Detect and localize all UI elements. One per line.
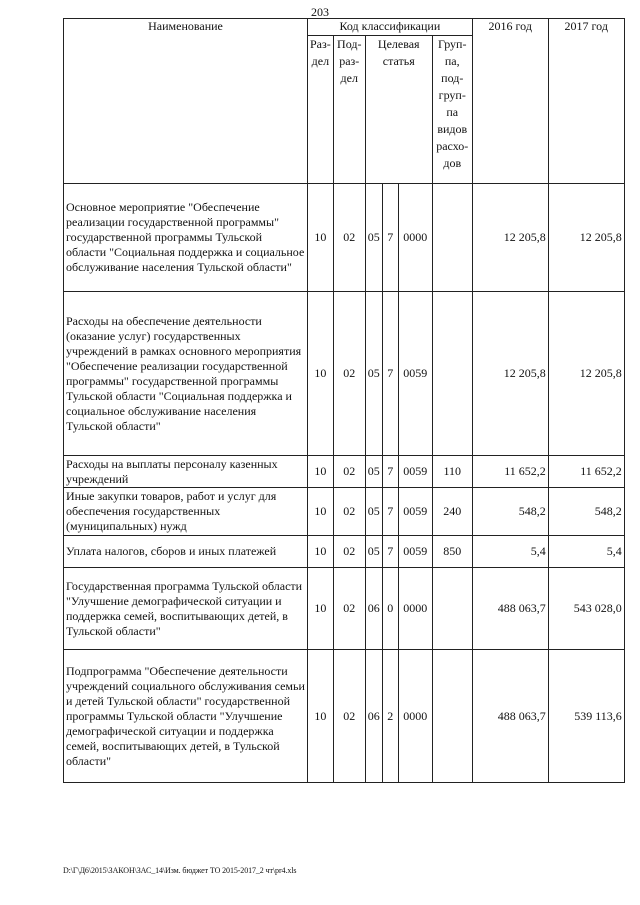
- header-classification: Код классификации: [308, 19, 473, 36]
- row-target-part2: 7: [382, 536, 398, 568]
- row-group: [432, 184, 472, 292]
- row-group: 240: [432, 488, 472, 536]
- row-target-part1: 06: [365, 650, 382, 783]
- row-razdel: 10: [308, 650, 334, 783]
- row-value-2016: 488 063,7: [472, 568, 548, 650]
- header-year-2017: 2017 год: [548, 19, 624, 184]
- header-expense-group: Груп-па, под-груп-па видов расхо-дов: [432, 36, 472, 184]
- row-target-part2: 7: [382, 488, 398, 536]
- row-target-part2: 7: [382, 456, 398, 488]
- row-value-2017: 12 205,8: [548, 184, 624, 292]
- row-name: Государственная программа Тульской области "Улучшение демографической ситуации и поддержка семей, воспитывающих детей, в Тульской области": [64, 568, 308, 650]
- row-value-2017: 543 028,0: [548, 568, 624, 650]
- row-group: 110: [432, 456, 472, 488]
- header-name: Наименование: [64, 19, 308, 184]
- row-value-2017: 12 205,8: [548, 292, 624, 456]
- table-row: [64, 292, 625, 456]
- row-target-part2: 7: [382, 184, 398, 292]
- row-value-2016: 488 063,7: [472, 650, 548, 783]
- row-podrazdel: 02: [333, 568, 365, 650]
- table-row: [64, 536, 625, 568]
- row-podrazdel: 02: [333, 184, 365, 292]
- file-path-footer: D:\Г\Д6\2015\ЗАКОН\ЗАС_14\Изм. бюджет ТО 2015-2017_2 чт\pr4.xls: [63, 866, 297, 875]
- row-razdel: 10: [308, 292, 334, 456]
- row-target-part1: 05: [365, 488, 382, 536]
- header-target-article: Целевая статья: [365, 36, 432, 184]
- row-value-2017: 11 652,2: [548, 456, 624, 488]
- row-razdel: 10: [308, 536, 334, 568]
- row-name: Подпрограмма "Обеспечение деятельности учреждений социального обслуживания семьи и детей Тульской области" государственной программы Тульской области "Улучшение демографической ситуации и поддержка семей, воспитывающих детей, в Тульской области": [64, 650, 308, 783]
- row-group: 850: [432, 536, 472, 568]
- header-year-2016: 2016 год: [472, 19, 548, 184]
- row-target-part2: 0: [382, 568, 398, 650]
- row-razdel: 10: [308, 184, 334, 292]
- row-podrazdel: 02: [333, 456, 365, 488]
- row-value-2017: 5,4: [548, 536, 624, 568]
- table-row: [64, 488, 625, 536]
- row-target-part3: 0000: [398, 184, 432, 292]
- row-group: [432, 568, 472, 650]
- row-name: Основное мероприятие "Обеспечение реализации государственной программы" государственной программы Тульской области "Социальная поддержка и социальное обслуживание населения Тульской области": [64, 184, 308, 292]
- row-razdel: 10: [308, 456, 334, 488]
- table-row: [64, 568, 625, 650]
- row-target-part1: 05: [365, 536, 382, 568]
- row-target-part3: 0059: [398, 292, 432, 456]
- row-target-part1: 06: [365, 568, 382, 650]
- row-target-part2: 7: [382, 292, 398, 456]
- row-razdel: 10: [308, 488, 334, 536]
- row-value-2016: 548,2: [472, 488, 548, 536]
- row-target-part1: 05: [365, 184, 382, 292]
- row-podrazdel: 02: [333, 650, 365, 783]
- header-razdel: Раз-дел: [308, 36, 334, 184]
- row-value-2016: 12 205,8: [472, 184, 548, 292]
- row-target-part3: 0059: [398, 456, 432, 488]
- row-target-part3: 0059: [398, 488, 432, 536]
- table-row: [64, 650, 625, 783]
- row-value-2016: 5,4: [472, 536, 548, 568]
- row-value-2016: 11 652,2: [472, 456, 548, 488]
- row-value-2017: 548,2: [548, 488, 624, 536]
- table-row: [64, 456, 625, 488]
- row-target-part3: 0000: [398, 568, 432, 650]
- table-row: [64, 184, 625, 292]
- row-target-part3: 0059: [398, 536, 432, 568]
- header-podrazdel: Под-раз-дел: [333, 36, 365, 184]
- row-value-2017: 539 113,6: [548, 650, 624, 783]
- row-group: [432, 292, 472, 456]
- row-group: [432, 650, 472, 783]
- row-podrazdel: 02: [333, 292, 365, 456]
- row-name: Иные закупки товаров, работ и услуг для обеспечения государственных (муниципальных) нужд: [64, 488, 308, 536]
- budget-table: [63, 18, 625, 783]
- row-name: Расходы на обеспечение деятельности (оказание услуг) государственных учреждений в рамках основного мероприятия "Обеспечение реализации государственной программы" государственной программы Тульской области "Социальная поддержка и социальное обслуживание населения Тульской области": [64, 292, 308, 456]
- row-name: Уплата налогов, сборов и иных платежей: [64, 536, 308, 568]
- row-razdel: 10: [308, 568, 334, 650]
- row-value-2016: 12 205,8: [472, 292, 548, 456]
- row-target-part2: 2: [382, 650, 398, 783]
- row-target-part3: 0000: [398, 650, 432, 783]
- row-podrazdel: 02: [333, 488, 365, 536]
- row-name: Расходы на выплаты персоналу казенных учреждений: [64, 456, 308, 488]
- row-podrazdel: 02: [333, 536, 365, 568]
- row-target-part1: 05: [365, 456, 382, 488]
- row-target-part1: 05: [365, 292, 382, 456]
- page-number: 203: [311, 5, 329, 19]
